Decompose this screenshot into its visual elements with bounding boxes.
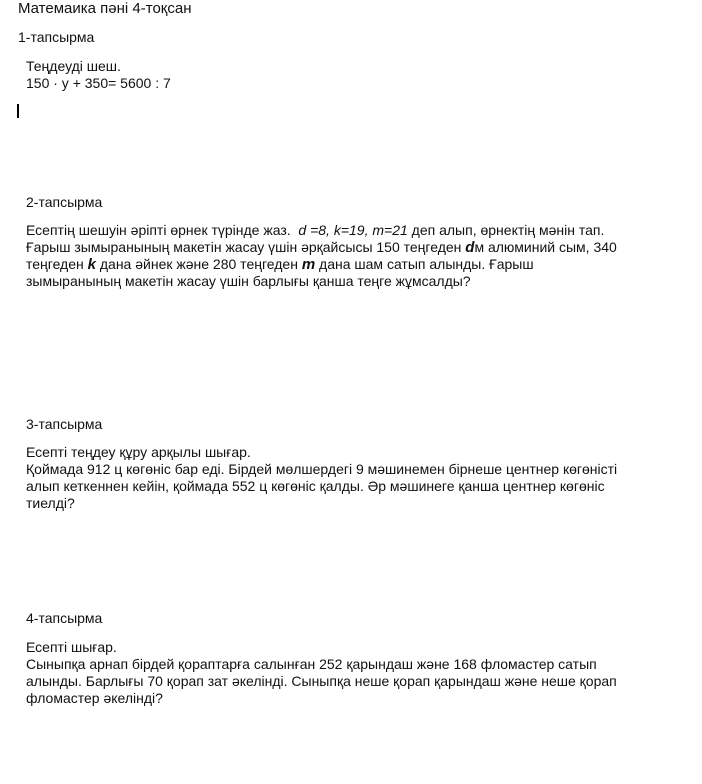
- task2-line3-var1: k: [87, 256, 96, 273]
- task2-line3-var2: m: [301, 256, 316, 273]
- task2-line-4: зымыранының макетін жасау үшін барлығы қанша теңге жұмсалды?: [26, 273, 471, 289]
- task2-line2-b: м алюминий сым, 340: [474, 239, 617, 255]
- task2-line3-b: дана әйнек және 280 теңгеден: [99, 256, 298, 272]
- task4-line-3: алынды. Барлығы 70 қорап зат әкелінді. Сыныпқа неше қорап қарындаш және неше қорап: [26, 673, 617, 689]
- task2-line1-text: Есептің шешуін әріпті өрнек түрінде жаз.: [26, 222, 291, 238]
- task4-heading: 4-тапсырма: [26, 610, 103, 626]
- task3-line-1: Есепті теңдеу құру арқылы шығар.: [26, 444, 251, 460]
- text-cursor: [17, 104, 19, 118]
- task2-line-2: [26, 239, 617, 256]
- task1-equation: 150 · у + 350= 5600 : 7: [26, 75, 171, 91]
- task2-line1-end: деп алып, өрнектің мәнін тап.: [411, 222, 605, 238]
- task2-heading: 2-тапсырма: [26, 194, 103, 210]
- task2-line1-values: d =8, k=19, m=21: [298, 222, 408, 238]
- task2-line2-var: d: [465, 239, 475, 256]
- task2-line-1: [26, 222, 604, 239]
- task2-line-3: [26, 256, 534, 273]
- task2-line3-c: дана шам сатып алынды. Ғарыш: [319, 256, 534, 272]
- task1-instruction: Теңдеуді шеш.: [26, 58, 121, 74]
- task2-line3-a: теңгеден: [26, 256, 84, 272]
- task3-line-4: тиелді?: [26, 495, 75, 511]
- document-title: Матемаика пәні 4-тоқсан: [18, 0, 192, 17]
- task3-line-3: алып кеткеннен кейін, қоймада 552 ц көгөніс қалды. Әр мәшинеге қанша центнер көгөніс: [26, 478, 605, 494]
- task4-line-1: Есепті шығар.: [26, 639, 117, 655]
- task1-heading: 1-тапсырма: [18, 29, 95, 45]
- task3-line-2: Қоймада 912 ц көгөніс бар еді. Бірдей мөлшердегі 9 мәшинемен бірнеше центнер көгөністі: [26, 461, 618, 477]
- task4-line-2: Сыныпқа арнап бірдей қораптарға салынған 252 қарындаш және 168 фломастер сатып: [26, 656, 597, 672]
- task3-heading: 3-тапсырма: [26, 416, 103, 432]
- task4-line-4: фломастер әкелінді?: [26, 690, 163, 706]
- task2-line2-a: Ғарыш зымыранының макетін жасау үшін әрқайсысы 150 теңгеден: [26, 239, 462, 255]
